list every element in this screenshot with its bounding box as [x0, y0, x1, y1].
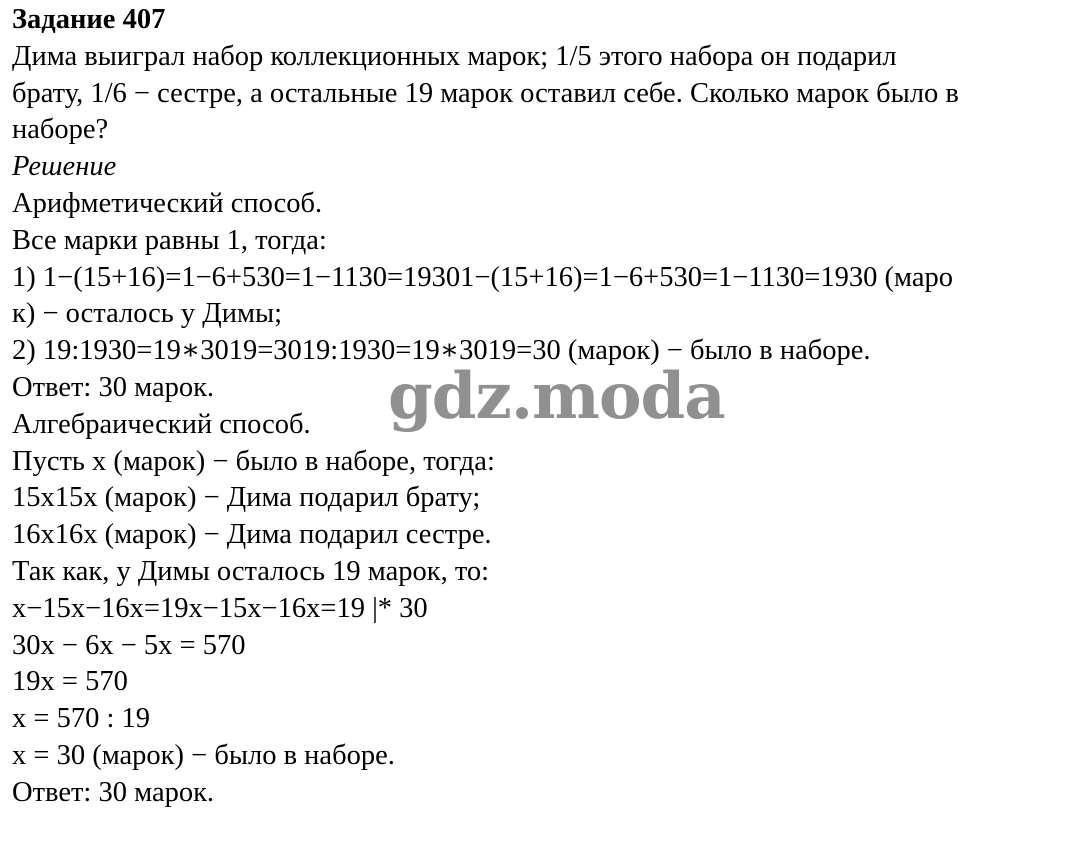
- problem-line: Дима выиграл набор коллекционных марок; 1/5 этого набора он подарил: [12, 40, 897, 72]
- arithmetic-method-line: 1) 1−(15+16)=1−6+530=1−1130=19301−(15+16)=1−6+530=1−1130=1930 (маро: [12, 261, 953, 293]
- problem-line: брату, 1/6 − сестре, а остальные 19 марок оставил себе. Сколько марок было в: [12, 77, 959, 109]
- algebraic-method-line: Алгебраический способ.: [12, 408, 311, 440]
- algebraic-equation-line: 30x − 6x − 5x = 570: [12, 629, 246, 661]
- algebraic-equation-line: x = 570 : 19: [12, 703, 150, 735]
- arithmetic-method-line: Арифметический способ.: [12, 187, 323, 219]
- algebraic-method-line: 15x15x (марок) − Дима подарил брату;: [12, 482, 481, 514]
- arithmetic-method-line: Все марки равны 1, тогда:: [12, 224, 327, 256]
- algebraic-equation-line: x = 30 (марок) − было в наборе.: [12, 739, 395, 771]
- arithmetic-method-line: к) − осталось у Димы;: [12, 298, 283, 330]
- algebraic-equation-line: x−15x−16x=19x−15x−16x=19 |* 30: [12, 592, 428, 624]
- solution-heading: Решение: [12, 151, 117, 183]
- site-watermark: gdz.moda: [388, 359, 725, 434]
- solution-document: [12, 2, 1082, 812]
- arithmetic-answer: Ответ: 30 марок.: [12, 371, 215, 403]
- algebraic-equation-line: 19x = 570: [12, 666, 128, 698]
- algebraic-method-line: Так как, у Димы осталось 19 марок, то:: [12, 555, 490, 587]
- problem-line: наборе?: [12, 114, 109, 146]
- algebraic-answer: Ответ: 30 марок.: [12, 776, 215, 808]
- arithmetic-method-line: 2) 19:1930=19∗3019=3019:1930=19∗3019=30 (марок) − было в наборе.: [12, 335, 871, 367]
- algebraic-method-line: 16x16x (марок) − Дима подарил сестре.: [12, 519, 492, 551]
- task-title: Задание 407: [12, 4, 166, 35]
- algebraic-method-line: Пусть x (марок) − было в наборе, тогда:: [12, 445, 495, 477]
